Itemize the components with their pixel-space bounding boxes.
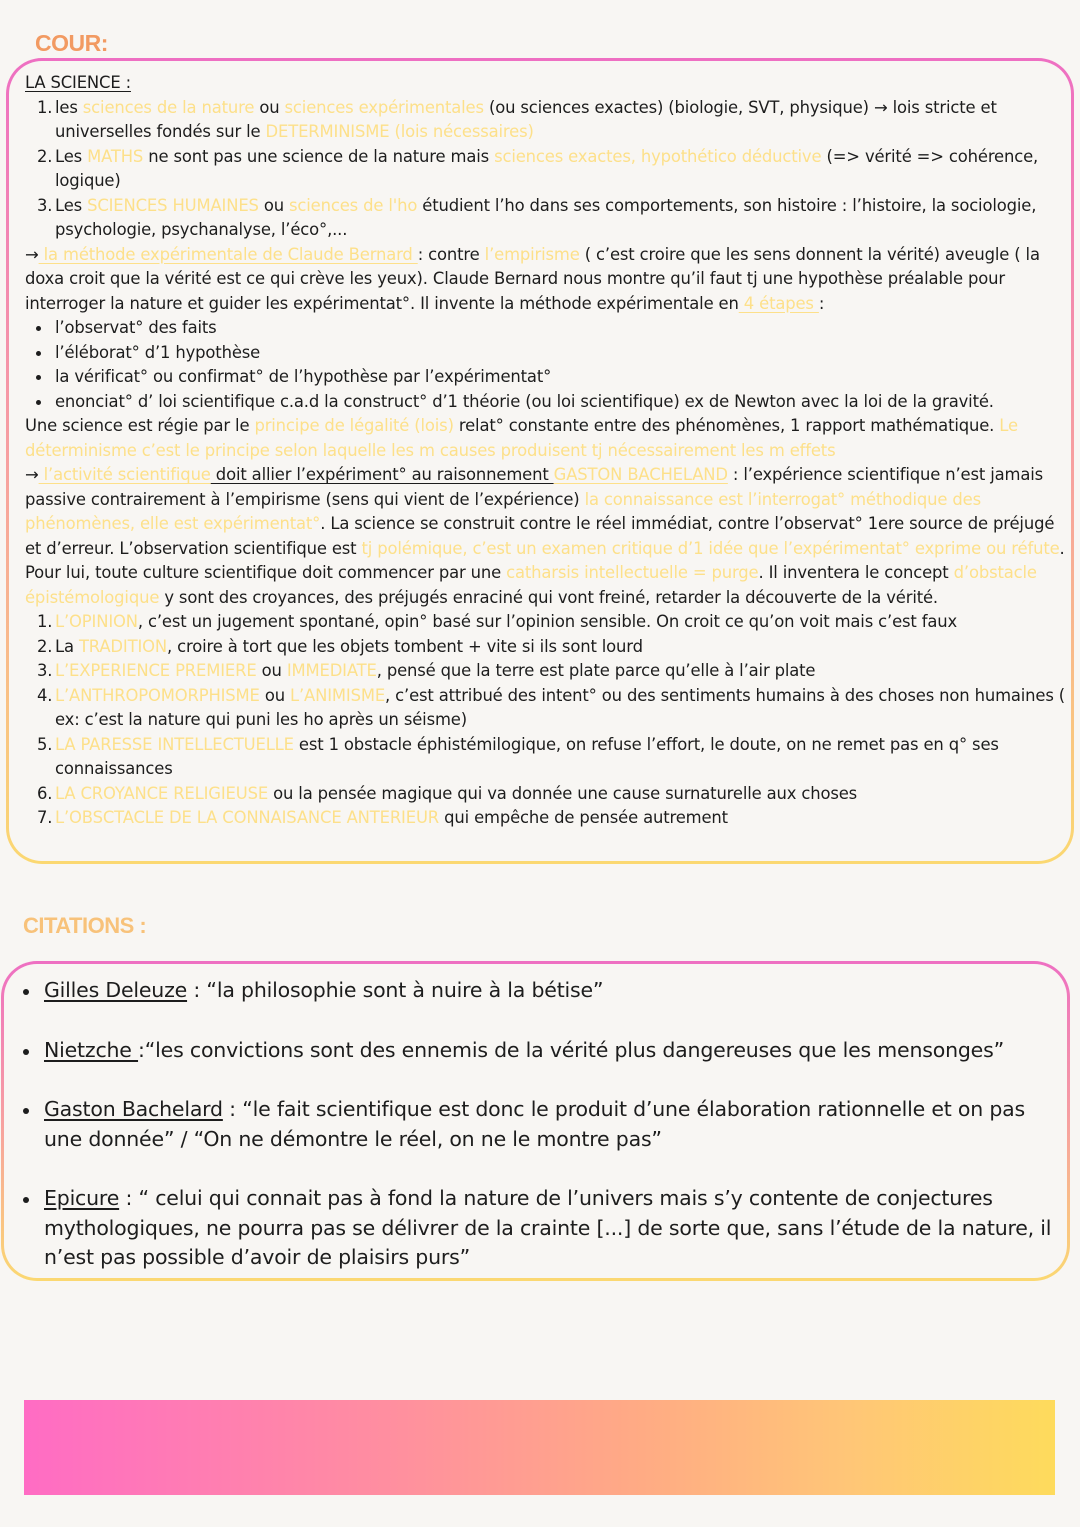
text: , croire à tort que les objets tombent + vite si ils sont lourd: [167, 636, 643, 656]
highlight: TRADITION: [78, 636, 167, 656]
highlight: sciences expérimentales: [284, 97, 484, 117]
bernard-paragraph: [25, 243, 1075, 317]
text: :: [818, 293, 825, 313]
gradient-footer-bar: [24, 1400, 1055, 1495]
list-number: 1.: [37, 612, 53, 631]
highlight: la connaissance est l’interrogat° méthodique des phénomènes, elle est expérimentat°: [25, 489, 981, 533]
text: : l’expérience scientifique n’est jamais passive contrairement à l’empirisme (sens qui vient de l’expérience): [25, 465, 1044, 509]
science-types-list: [25, 96, 1075, 243]
citation-item: [20, 1036, 1060, 1066]
highlight: LA PARESSE INTELLECTUELLE: [55, 734, 294, 754]
highlight: sciences de l'ho: [289, 195, 418, 215]
bachelard-name: GASTON BACHELAND: [553, 465, 728, 484]
list-item: [25, 782, 1075, 807]
citation-item: [20, 1184, 1060, 1273]
separator: :: [187, 978, 207, 1002]
text: (ou sciences exactes) (biologie, SVT, physique) → lois stricte et universelles fondés sur le: [55, 97, 997, 141]
list-item: enonciat° d’ loi scientifique c.a.d la construct° d’1 théorie (ou loi scientifique) ex de Newton avec la loi de la gravité.: [25, 390, 1075, 415]
text: ou la pensée magique qui va donnée une cause surnaturelle aux choses: [268, 783, 858, 803]
list-item: [25, 684, 1075, 733]
text: ou: [258, 195, 290, 215]
list-number: 6.: [37, 783, 53, 803]
steps-list: [25, 316, 1075, 414]
legalite-paragraph: [25, 414, 1075, 463]
steps-link: 4 étapes: [738, 293, 819, 313]
list-item: [25, 733, 1075, 782]
highlight: catharsis intellectuelle = purge: [506, 563, 759, 582]
list-number: 1.: [37, 97, 53, 117]
list-item: [25, 635, 1075, 660]
highlight: sciences exactes, hypothético déductive: [494, 146, 822, 166]
highlight: L’OPINION: [55, 612, 138, 631]
list-item: [25, 96, 1075, 145]
text: y sont des croyances, des préjugés enraciné qui vont freiné, retarder la découverte de la vérité.: [159, 587, 938, 607]
list-item: la vérificat° ou confirmat° de l’hypothèse par l’expérimentat°: [25, 365, 1075, 390]
arrow-icon: →: [25, 244, 39, 264]
highlight: d’obstacle épistémologique: [25, 563, 1037, 607]
citation-quote: “les convictions sont des ennemis de la vérité plus dangereuses que les mensonges”: [144, 1037, 1004, 1062]
text: ne sont pas une science de la nature mais: [143, 146, 495, 166]
text: ou: [256, 661, 287, 680]
citation-quote: “le fait scientifique est donc le produit d’une élaboration rationnelle et on pas une donnée” / “On ne démontre le réel, on ne le montre pas”: [44, 1097, 1026, 1151]
text: . La science se construit contre le réel immédiat, contre l’observat° 1ere source de préjugé et d’erreur. L’observation scientifique est: [25, 514, 1055, 558]
separator: :: [119, 1186, 139, 1210]
text: . Pour lui, toute culture scientifique doit commencer par une: [25, 538, 1065, 582]
obstacles-list: [25, 610, 1075, 831]
highlight: LA CROYANCE RELIGIEUSE: [55, 783, 269, 803]
text: Une science est régie par le: [25, 416, 255, 435]
text: , c’est attribué des intent° ou des sentiments humains à des choses non humaines ( ex: c’est la nature qui puni les ho après un séisme): [55, 685, 1066, 729]
text: qui empêche de pensée autrement: [439, 808, 728, 827]
list-item: [25, 806, 1075, 831]
highlight: IMMEDIATE: [286, 661, 377, 680]
list-number: 3.: [37, 661, 53, 680]
cour-heading: COUR:: [35, 30, 108, 56]
highlight: SCIENCES HUMAINES: [87, 195, 259, 215]
section-title: LA SCIENCE :: [25, 73, 131, 92]
citation-author: Gaston Bachelard: [44, 1097, 223, 1121]
separator: :: [138, 1037, 145, 1062]
highlight: sciences de la nature: [82, 97, 255, 117]
list-number: 5.: [37, 734, 53, 754]
list-number: 7.: [37, 808, 53, 827]
highlight: Le déterminisme c’est le principe selon laquelle les m causes produisent tj nécessairement les m effets: [25, 416, 1018, 460]
arrow-icon: →: [25, 465, 39, 484]
list-number: 4.: [37, 685, 53, 705]
text: est 1 obstacle éphistémilogique, on refuse l’effort, le doute, on ne remet pas en q° ses connaissances: [55, 734, 999, 778]
highlight: L’ANIMISME: [290, 685, 386, 705]
list-item: l’observat° des faits: [25, 316, 1075, 341]
text: : contre: [417, 244, 485, 264]
highlight: L’OBSCTACLE DE LA CONNAISANCE ANTERIEUR: [55, 808, 440, 827]
highlight: tj polémique, c’est un examen critique d’1 idée que l’expérimentat° exprime ou réfute: [361, 538, 1060, 558]
text: , c’est un jugement spontané, opin° basé sur l’opinion sensible. On croit ce qu’on voit mais c’est faux: [137, 612, 958, 631]
text: . Il inventera le concept: [758, 563, 954, 582]
text: Les: [55, 195, 88, 215]
highlight: principe de légalité (lois): [254, 416, 454, 435]
citation-item: [20, 1095, 1060, 1154]
list-item: [25, 610, 1075, 635]
text: les: [55, 97, 83, 117]
citation-author: Gilles Deleuze: [44, 978, 188, 1002]
citation-quote: “ celui qui connait pas à fond la nature de l’univers mais s’y contente de conjectures mythologiques, ne pourra pas se délivrer de la crainte [...] de sorte que, sans l’étude de la nature, il n’est pas possible d’avoir de plaisirs purs”: [44, 1186, 1052, 1269]
text: (=> vérité => cohérence, logique): [55, 146, 1039, 190]
list-item: l’éléborat° d’1 hypothèse: [25, 341, 1075, 366]
list-item: [25, 659, 1075, 684]
underlined-text: doit allier l’expériment° au raisonnement: [210, 465, 554, 484]
citation-quote: “la philosophie sont à nuire à la bétise”: [206, 978, 604, 1002]
separator: :: [222, 1097, 243, 1121]
list-number: 2.: [37, 146, 53, 166]
text: La: [55, 636, 79, 656]
highlight: DETERMINISME (lois nécessaires): [265, 122, 534, 141]
list-item: [25, 194, 1075, 243]
bernard-link: la méthode expérimentale de Claude Bernard: [38, 244, 418, 264]
citations-list: [20, 976, 1060, 1303]
text: relat° constante entre des phénomènes, 1 rapport mathématique.: [453, 416, 1000, 435]
citation-author: Nietzche: [44, 1037, 139, 1062]
bachelard-paragraph: [25, 463, 1075, 610]
text: , pensé que la terre est plate parce qu’elle à l’air plate: [376, 661, 816, 680]
activite-link: l’activité scientifique: [38, 465, 211, 484]
list-item: [25, 145, 1075, 194]
text: ou: [259, 685, 291, 705]
highlight: MATHS: [87, 146, 144, 166]
cour-content: [25, 71, 1075, 831]
citation-item: [20, 976, 1060, 1006]
text: ou: [254, 97, 285, 117]
highlight: L’ANTHROPOMORPHISME: [55, 685, 260, 705]
citation-author: Epicure: [44, 1186, 120, 1210]
citations-heading: CITATIONS :: [23, 913, 147, 938]
highlight: L’EXPERIENCE PREMIERE: [55, 661, 257, 680]
list-number: 3.: [37, 195, 53, 215]
highlight: l’empirisme: [484, 244, 580, 264]
text: ( c’est croire que les sens donnent la vérité) aveugle ( la doxa croit que la vérité est ce qui crève les yeux). Claude Bernard nous montre qu’il faut tj une hypothèse préalable pour interroger la nature et guider les expérimentat°. Il invente la méthode expérimentale en: [25, 244, 1040, 313]
text: étudient l’ho dans ses comportements, son histoire : l’histoire, la sociologie, psychologie, psychanalyse, l’éco°,...: [55, 195, 1037, 239]
list-number: 2.: [37, 636, 53, 656]
text: Les: [55, 146, 88, 166]
